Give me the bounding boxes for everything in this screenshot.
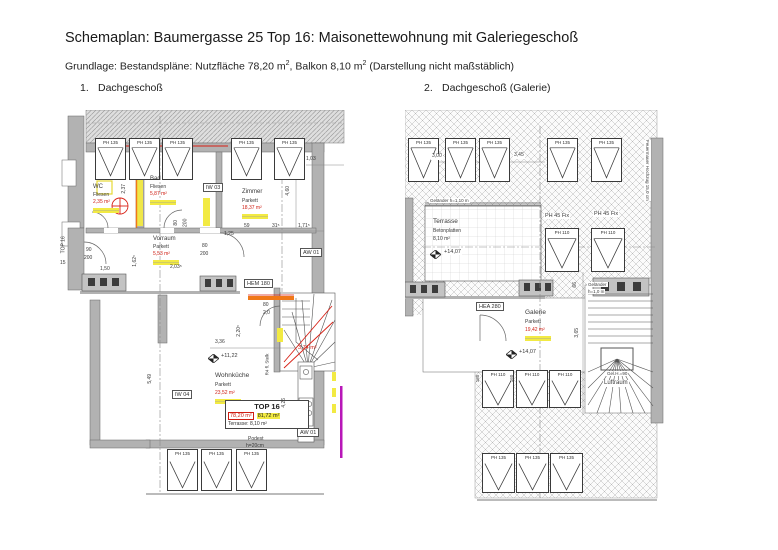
- window-label: PH 135: [490, 455, 506, 460]
- window-label: PH 135: [169, 140, 185, 145]
- subtitle-pre: Grundlage: Bestandspläne: Nutzfläche 78,20 m: [65, 60, 286, 73]
- plan1-label: Dachgeschoß: [98, 82, 163, 94]
- room-floor-galerie: Parkett: [525, 319, 541, 325]
- plan1-caption: [80, 82, 163, 94]
- firewall-note: Feuermauer Hochzug 15,0 cm: [645, 140, 651, 201]
- floor-plan-dachgeschoss: [60, 110, 348, 512]
- window-label: PH 135: [102, 140, 118, 145]
- window-symbol: [236, 449, 267, 491]
- window-label: PH 135: [486, 140, 502, 145]
- stair-area-label: 3,74 m²: [298, 345, 317, 351]
- window-label: PH 135: [243, 451, 259, 456]
- level-marker-label: +11,22: [221, 353, 238, 359]
- room-area-galerie: 19,42 m²: [525, 327, 545, 333]
- wall-tag-aw01: AW 01: [297, 428, 319, 437]
- dimension-label: 160: [475, 374, 481, 383]
- window-label: PH 135: [281, 140, 297, 145]
- wall-tag-aw01: AW 01: [300, 248, 322, 257]
- dimension-label: 5,49: [147, 373, 154, 384]
- room-area-bad: 5,87 m²: [150, 191, 167, 197]
- dimension-label: 200: [182, 218, 189, 227]
- window-label: PH 110: [524, 372, 540, 377]
- room-area-zimmer: 18,37 m²: [242, 205, 262, 211]
- window-label: PH 110: [554, 230, 570, 235]
- unit-info-box: [225, 397, 309, 429]
- struck-old-area: [93, 208, 119, 213]
- room-floor-zimmer: Parkett: [242, 198, 258, 204]
- railing-height-label: Gel.H.=90: [607, 371, 628, 376]
- dimension-label: 200: [200, 251, 209, 257]
- level-marker-icon: [430, 250, 441, 259]
- dimension-label: 3,00: [432, 153, 442, 159]
- window-label: PH 110: [557, 372, 573, 377]
- dimension-label: 3,65: [574, 327, 581, 338]
- dimension-label: 3,45: [514, 152, 524, 158]
- window-label: PH 135: [524, 455, 540, 460]
- window-symbol: [95, 138, 126, 180]
- room-area-wc: 2,35 m²: [93, 199, 110, 205]
- plan2-number: 2.: [424, 82, 433, 94]
- window-label: PH 135: [208, 451, 224, 456]
- dimension-label: 80: [172, 220, 179, 226]
- level-marker-icon: [208, 354, 219, 363]
- window-label: PH 135: [452, 140, 468, 145]
- window-symbol: [547, 138, 578, 182]
- page-title: Schemaplan: Baumergasse 25 Top 16: Maisonettewohnung mit Galeriegeschoß: [65, 30, 579, 46]
- window-label: PH 135: [558, 455, 574, 460]
- window-label: PH 135: [598, 140, 614, 145]
- room-floor-wc: Fliesen: [93, 192, 110, 198]
- struck-old-area: [150, 200, 176, 205]
- dimension-label: 15: [60, 260, 66, 266]
- struck-old-area: [525, 336, 551, 341]
- level-marker-label: +14,07: [444, 249, 461, 255]
- struck-old-area: [242, 214, 268, 219]
- dimension-label: 80: [202, 243, 208, 249]
- plan2-label: Dachgeschoß (Galerie): [442, 82, 551, 94]
- level-marker-icon: [506, 350, 517, 359]
- room-label-zimmer: Zimmer: [242, 189, 263, 195]
- level-marker-label: +14,07: [519, 349, 536, 355]
- dimension-label: 31⁵: [272, 223, 280, 229]
- dimension-label: 2,37: [121, 183, 128, 194]
- window-label: PH 110: [600, 230, 616, 235]
- dimension-label: 2,03⁵: [170, 264, 182, 270]
- fixed-glazing-label: PH 45 Fix: [594, 211, 619, 217]
- page-subtitle: [65, 60, 514, 73]
- room-label-bad: Bad: [150, 176, 161, 182]
- beam-tag-hem: HEM 180: [244, 279, 273, 288]
- window-symbol: [545, 228, 579, 272]
- plan2-caption: [424, 82, 551, 94]
- window-symbol: [408, 138, 439, 182]
- room-label-wohnkueche: Wohnküche: [215, 372, 250, 379]
- dimension-label: 80: [263, 302, 269, 308]
- window-symbol: [591, 228, 625, 272]
- dimension-label: 1,03: [306, 156, 316, 162]
- room-floor-terrasse: Betonplatten: [433, 228, 462, 234]
- dimension-label: 1,71⁵: [298, 223, 310, 229]
- floor-plan-galerie: [405, 110, 670, 515]
- room-label-wc: WC: [93, 184, 103, 190]
- entry-unit-label: TOP 16: [60, 236, 67, 254]
- railing-label: Geländer: [588, 282, 607, 287]
- window-symbol: [167, 449, 198, 491]
- window-symbol: [445, 138, 476, 182]
- dimension-label: 160: [509, 374, 515, 383]
- room-floor-wohnkueche: Parkett: [215, 382, 231, 388]
- beam-tag-hea: HEA 280: [476, 302, 504, 311]
- dimension-label: 1,62⁵: [132, 254, 139, 267]
- window-symbol: [201, 449, 232, 491]
- unit-number: TOP 16: [254, 402, 280, 411]
- beam-highlight: [248, 296, 294, 300]
- wall-tag-iw04: IW 04: [172, 390, 192, 399]
- window-symbol: [591, 138, 622, 182]
- dimension-label: 4,60: [285, 185, 292, 196]
- window-symbol: [516, 370, 548, 408]
- window-symbol: [162, 138, 193, 180]
- window-symbol: [274, 138, 305, 180]
- dimension-label: 4,26: [281, 397, 288, 408]
- door-arcs: [84, 210, 280, 326]
- room-floor-bad: Fliesen: [150, 184, 167, 190]
- dimension-label: 1,50: [100, 266, 110, 272]
- window-symbol: [516, 453, 549, 493]
- window-symbol: [129, 138, 160, 180]
- dimension-label: 2,20⁵: [236, 324, 243, 337]
- dimension-label: 2,0: [263, 310, 270, 316]
- window-symbol: [231, 138, 262, 180]
- subtitle-sup2: 2: [362, 60, 367, 67]
- dimension-label: 1,25: [224, 231, 234, 237]
- window-symbol: [482, 453, 515, 493]
- dimension-label: 59: [244, 223, 250, 229]
- window-label: PH 135: [554, 140, 570, 145]
- room-area-wohnkueche: 23,52 m²: [215, 390, 235, 396]
- room-label-vorraum: Vorraum: [153, 236, 176, 242]
- window-label: PH 135: [238, 140, 254, 145]
- subtitle-mid: , Balkon 8,10 m: [289, 60, 363, 73]
- dimension-label: 200: [84, 255, 93, 261]
- wall-tag-iw03: IW 03: [203, 183, 223, 192]
- window-label: PH 110: [490, 372, 506, 377]
- dimension-label: 66: [571, 282, 578, 288]
- magenta-marker: [340, 386, 343, 458]
- plan1-number: 1.: [80, 82, 89, 94]
- railing-label: Geländer h=1,10 m: [430, 198, 469, 203]
- window-symbol: [550, 453, 583, 493]
- subtitle-post: (Darstellung nicht maßstäblich): [366, 60, 515, 73]
- podest-label: Podest: [248, 436, 264, 442]
- room-label-luftraum: Luftraum: [604, 380, 628, 386]
- podest-height: h=20cm: [246, 443, 264, 449]
- room-label-terrasse: Terrasse: [433, 218, 458, 225]
- radiator-icon: [82, 274, 236, 291]
- stair-note: R4 fl. Stelk: [264, 353, 270, 376]
- room-area-vorraum: 5,53 m²: [153, 251, 170, 257]
- window-symbol: [479, 138, 510, 182]
- window-symbol: [549, 370, 581, 408]
- unit-area: 78,20 m²: [230, 413, 252, 419]
- window-label: PH 135: [174, 451, 190, 456]
- subtitle-sup: 2: [285, 60, 290, 67]
- window-label: PH 135: [415, 140, 431, 145]
- fixed-glazing-label: PH 45 Fix: [545, 213, 570, 219]
- stairs-plan1: [280, 293, 335, 371]
- room-floor-vorraum: Parkett: [153, 244, 169, 250]
- unit-area-alt: 81,72 m²: [257, 413, 280, 419]
- dimension-label: 90: [86, 247, 92, 253]
- railing-height: h=1,0 m: [588, 289, 605, 294]
- window-label: PH 135: [136, 140, 152, 145]
- dimension-label: 3,36: [215, 339, 225, 345]
- room-label-galerie: Galerie: [525, 309, 546, 316]
- room-area-terrasse: 8,10 m²: [433, 236, 450, 242]
- unit-terrace-area: Terrasse: 8,10 m²: [228, 421, 267, 427]
